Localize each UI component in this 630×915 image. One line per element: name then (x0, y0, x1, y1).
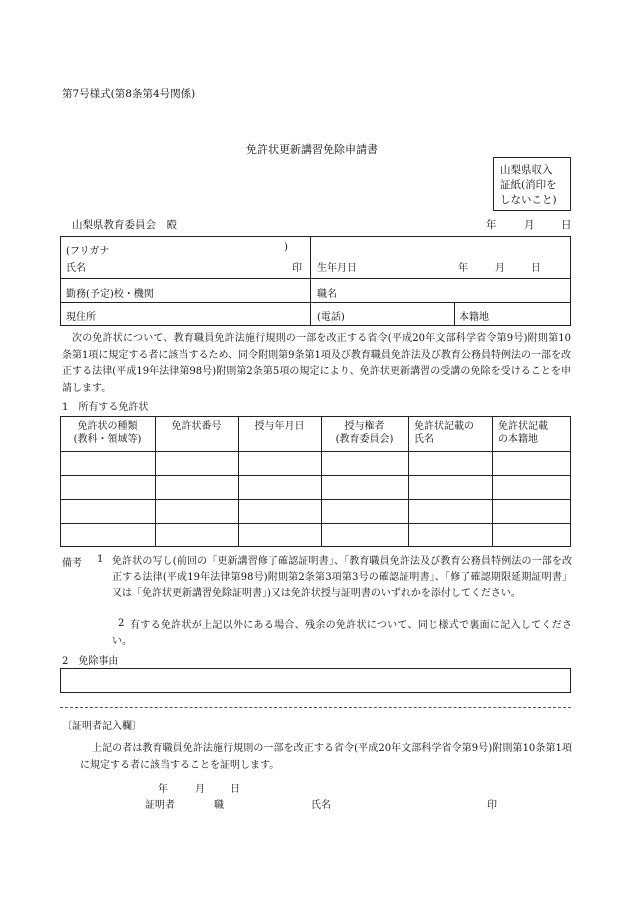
position-label[interactable]: 職名 (317, 289, 337, 300)
form-number: 第7号様式(第8条第4号関係) (62, 88, 196, 100)
page-title: 免許状更新講習免除申請書 (246, 143, 378, 156)
phone-label[interactable]: (電話) (317, 312, 345, 323)
note-1-number: 1 (97, 554, 104, 565)
cert-day[interactable]: 日 (230, 784, 240, 795)
name-label[interactable]: 氏名 (66, 263, 86, 274)
note-2-number: 2 (118, 618, 125, 629)
certifier-label: 証明者 (145, 800, 175, 811)
intro-paragraph: 次の免許状について、教育職員免許法施行規則の一部を改正する省令(平成20年文部科学省令第9号)附則第10条第1項に規定する者に該当するため、同令附則第9条第1項及び教育職員免許法及び教育公務員特例法の一部を改正する法律(平成19年法律第98号)附則第2条第5項の規定により、免許状更新講習の受講の免除を受けることを申請します。 (62, 333, 571, 394)
furigana-label[interactable]: (フリガナ (66, 246, 110, 257)
stamp-box (493, 157, 571, 211)
addressee: 山梨県教育委員会 殿 (72, 219, 177, 231)
license-header-number-text: 免許状番号 (171, 421, 222, 432)
license-header-date-text: 授与年月日 (254, 421, 305, 432)
note-2-text: 有する免許状が上記以外にある場合、残余の免許状について、同じ様式で裏面に記入してください。 (112, 620, 572, 647)
license-row[interactable] (61, 452, 570, 474)
section-2-heading: 2 免除事由 (62, 656, 119, 667)
seal-label: 印 (292, 263, 302, 274)
address-label[interactable]: 現住所 (66, 312, 96, 323)
section-1-heading: 1 所有する免許状 (62, 402, 149, 413)
certifier-seal: 印 (487, 800, 497, 811)
license-header-number (155, 420, 238, 433)
cert-year[interactable]: 年 (158, 784, 168, 795)
date-month[interactable]: 月 (524, 219, 535, 231)
license-header-type (60, 420, 155, 446)
stamp-box-line-1: 山梨県収入 (500, 164, 553, 176)
certifier-heading: 〔証明者記入欄〕 (62, 721, 142, 732)
cert-month[interactable]: 月 (195, 784, 205, 795)
license-header-date (238, 420, 321, 433)
birth-day[interactable]: 日 (531, 263, 541, 274)
birthdate-label[interactable]: 生年月日 (317, 263, 357, 274)
license-header-name-text: 免許状記載の 氏名 (414, 421, 474, 445)
license-header-name (408, 420, 492, 446)
license-header-grantor (321, 420, 408, 446)
notes-label: 備考 (62, 558, 82, 569)
birth-month[interactable]: 月 (495, 263, 505, 274)
section-divider (60, 707, 571, 708)
note-1-text: 免許状の写し(前回の「更新講習修了確認証明書」、「教育職員免許法及び教育公務員特例法の一部を改正する法律(平成19年法律第98号)附則第2条第3項第3号の確認証明書」、「修了確認期限延期証明書」又は「免許状更新講習免除証明書」)又は免許状授与証明書のいずれかを添付してください。 (112, 556, 572, 599)
date-day[interactable]: 日 (561, 219, 572, 231)
license-row[interactable] (61, 476, 570, 498)
furigana-close: ) (284, 242, 288, 253)
domicile-label[interactable]: 本籍地 (459, 312, 489, 323)
stamp-box-line-3: しないこと) (500, 194, 557, 206)
license-header-type-text: 免許状の種類 (教科・領域等) (73, 421, 142, 445)
stamp-box-line-2: 証紙(消印を (500, 179, 557, 191)
license-header-domicile-text: 免許状記載 の本籍地 (498, 421, 548, 445)
license-row[interactable] (61, 500, 570, 522)
birth-year[interactable]: 年 (458, 263, 468, 274)
license-header-grantor-text: 授与権者 (教育委員会) (335, 421, 394, 445)
certifier-statement: 上記の者は教育職員免許法施行規則の一部を改正する省令(平成20年文部科学省令第9号)附則第10条第1項に規定する者に該当することを証明します。 (80, 743, 572, 771)
date-year[interactable]: 年 (486, 219, 497, 231)
license-header-domicile (492, 420, 571, 446)
workplace-label[interactable]: 勤務(予定)校・機関 (66, 289, 154, 300)
certifier-name[interactable]: 氏名 (311, 800, 331, 811)
certifier-position[interactable]: 職 (214, 800, 224, 811)
applicant-table (60, 236, 571, 326)
license-row[interactable] (61, 524, 570, 546)
exemption-reason-box[interactable] (60, 668, 571, 693)
